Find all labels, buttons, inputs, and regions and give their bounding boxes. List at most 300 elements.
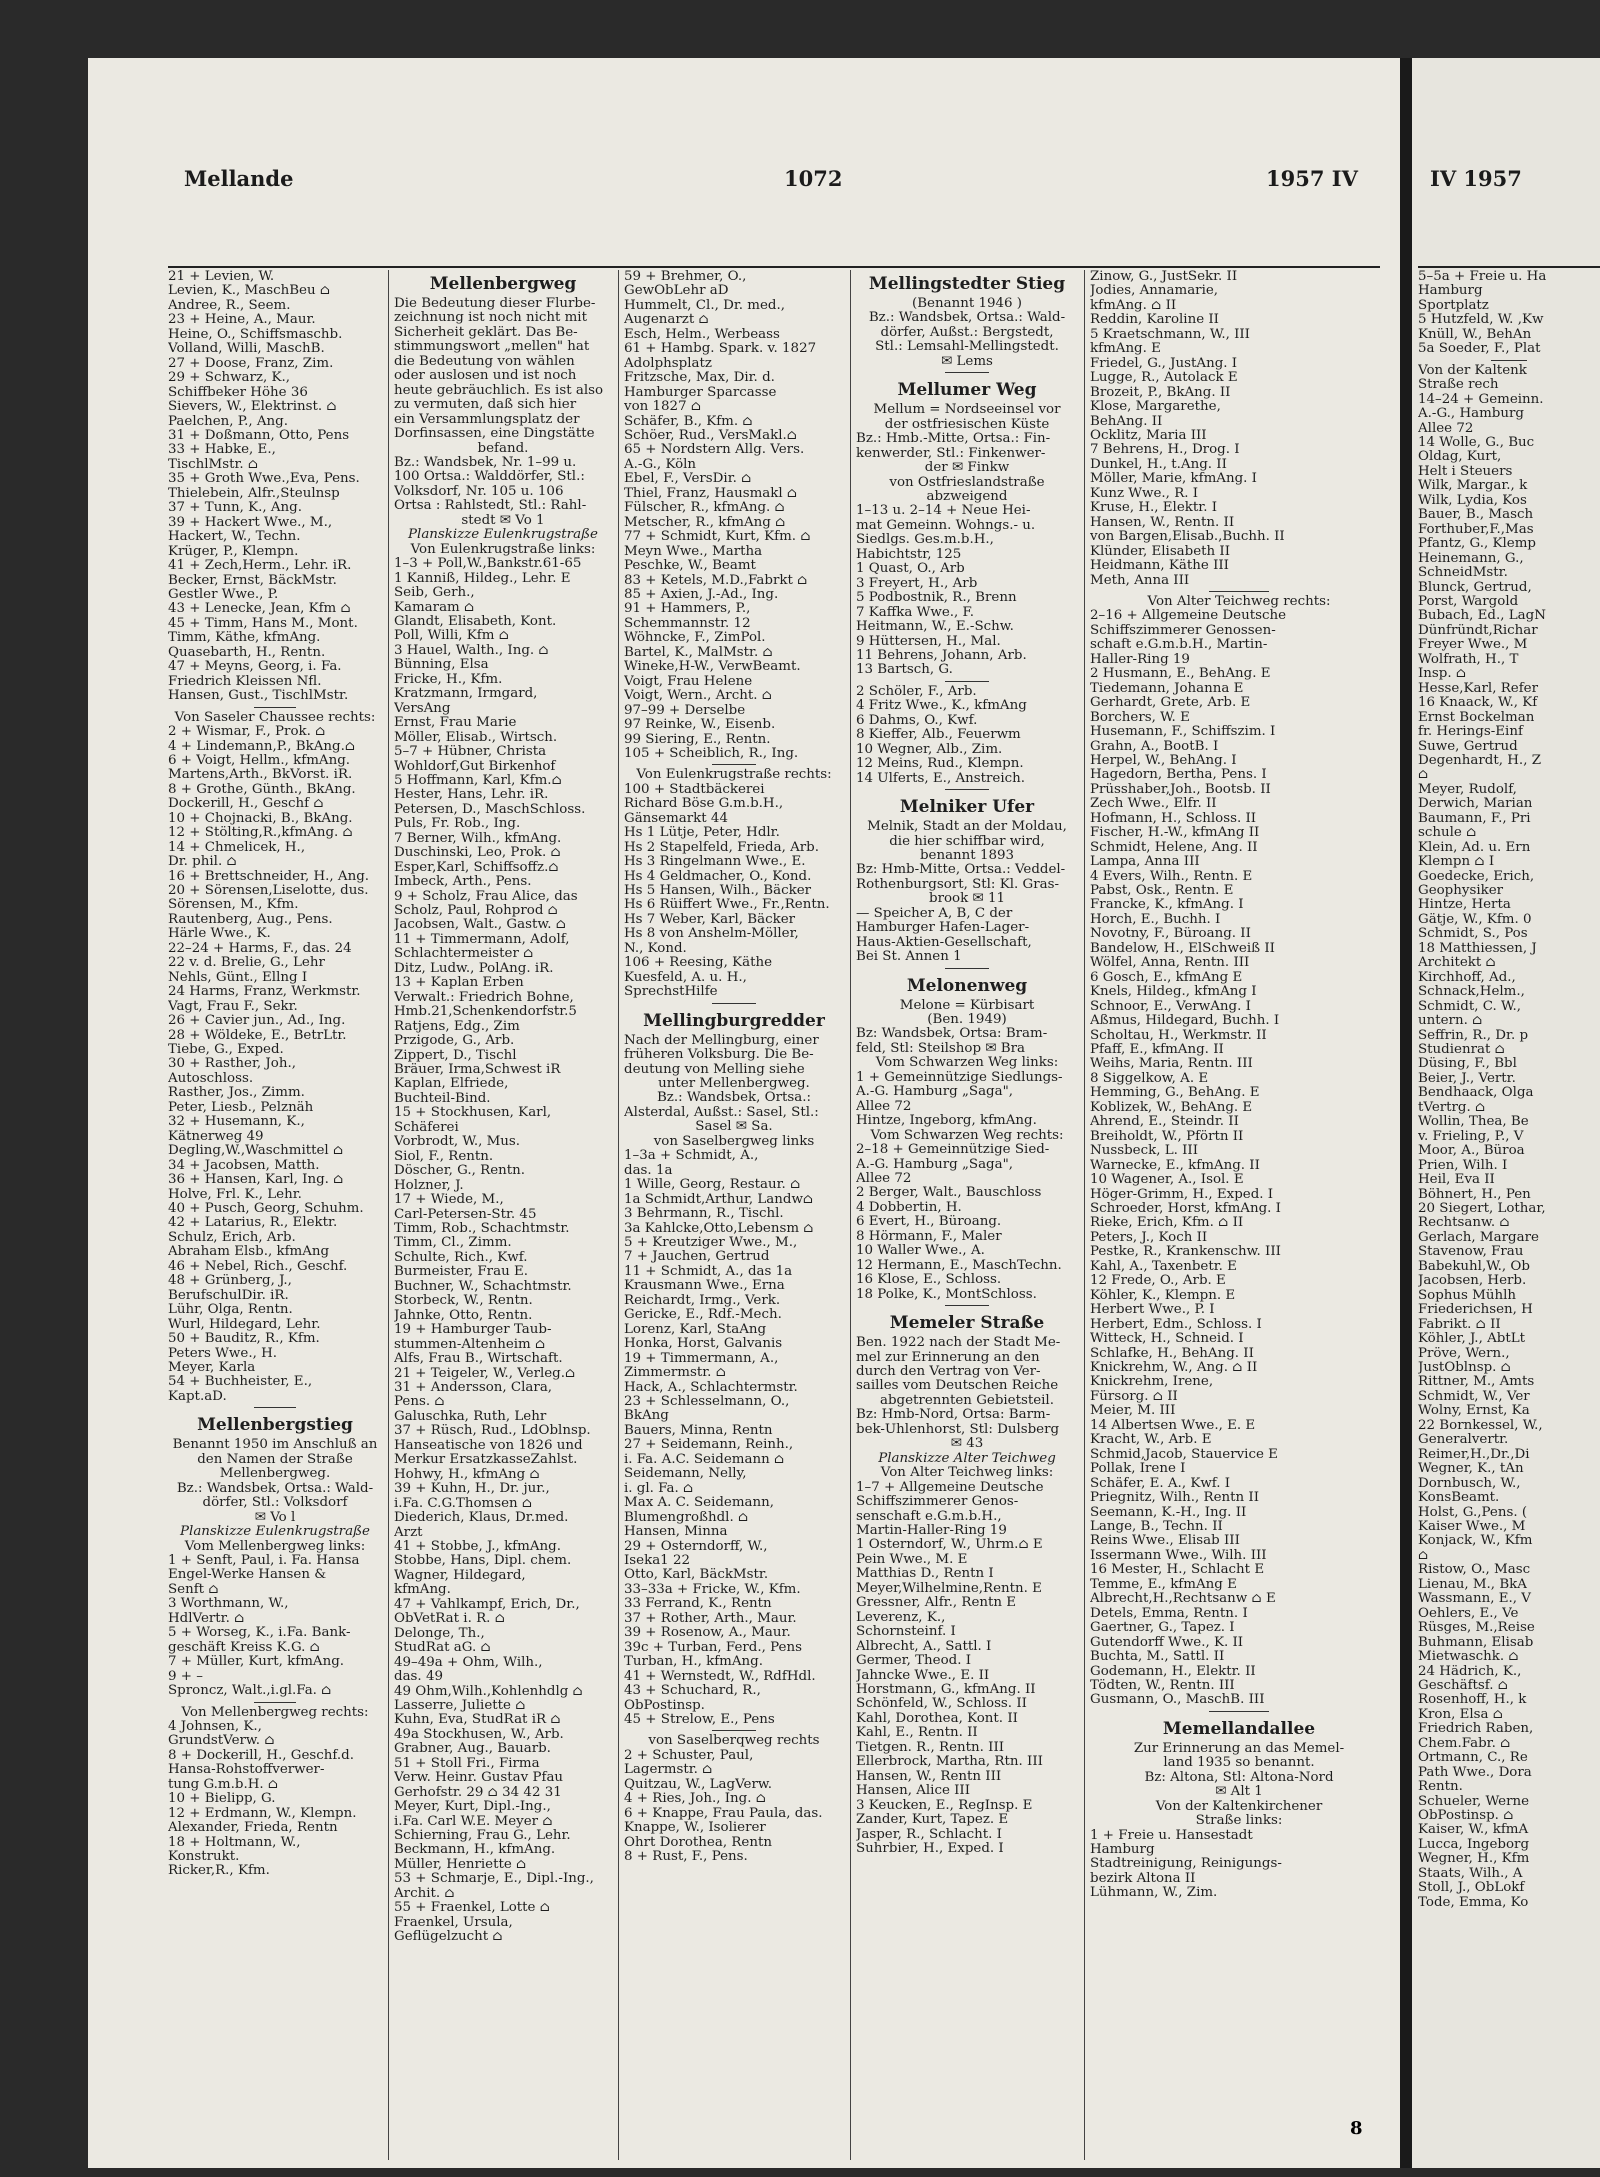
- entry-line: Die Bedeutung dieser Flurbe-: [394, 296, 596, 311]
- entry-line: 3 Worthmann, W.,: [168, 1596, 289, 1612]
- street-heading: Mellenbergstieg: [197, 1415, 353, 1436]
- entry-line: 49 Ohm,Wilh.,Kohlenhdlg ⌂: [394, 1683, 583, 1699]
- note-line: Bz: Altona, Stl: Altona-Nord: [1144, 1769, 1334, 1785]
- entry-line: Schmid,Jacob, Stauervice E: [1090, 1446, 1278, 1462]
- entry-line: Grabner, Aug., Bauarb.: [394, 1741, 551, 1757]
- entry-line: Hack, A., Schlachtermstr.: [624, 1379, 798, 1395]
- entry-line: Augenarzt ⌂: [624, 312, 709, 328]
- entry-line: 22 v. d. Brelie, G., Lehr: [168, 955, 325, 971]
- entry-line: 53 + Schmarje, E., Dipl.-Ing.,: [394, 1871, 594, 1887]
- entry-line: 22 Bornkessel, W.,: [1418, 1417, 1543, 1433]
- entry-line: 5–7 + Hübner, Christa: [394, 744, 547, 760]
- entry-line: Oehlers, E., Ve: [1418, 1605, 1519, 1621]
- entry-line: 7 + Müller, Kurt, kfmAng.: [168, 1654, 345, 1670]
- entry-line: Gaertner, G., Tapez. I: [1090, 1620, 1235, 1636]
- entry-line: Schiffszimmerer Genossen-: [1090, 622, 1276, 638]
- entry-line: 36 + Hansen, Karl, Ing. ⌂: [168, 1172, 344, 1188]
- entry-line: Pein Wwe., M. E: [856, 1551, 968, 1567]
- entry-line: Kuhn, Eva, StudRat iR ⌂: [394, 1712, 561, 1728]
- note-line: ✉ Vo l: [254, 1509, 296, 1525]
- entry-line: 1 Quast, O., Arb: [856, 561, 965, 577]
- entry-line: N., Kond.: [624, 940, 687, 956]
- entry-line: Sicherheit geklärt. Das Be-: [394, 324, 578, 340]
- note-line: Von Eulenkrugstraße links:: [410, 541, 596, 557]
- entry-line: Wagner, Hildegard,: [394, 1567, 526, 1583]
- entry-line: 1 Osterndorf, W., Uhrm.⌂ E: [856, 1537, 1043, 1553]
- entry-line: geschäft Kreiss K.G. ⌂: [168, 1639, 320, 1655]
- entry-line: Hansen, W., Rentn. II: [1090, 514, 1235, 530]
- entry-line: 1 Kanniß, Hildeg., Lehr. E: [394, 570, 571, 586]
- entry-line: Lucca, Ingeborg: [1418, 1836, 1530, 1852]
- entry-line: Kirchhoff, Ad.,: [1418, 969, 1516, 985]
- entry-line: von 1827 ⌂: [624, 399, 702, 415]
- entry-line: Schöer, Rud., VersMakl.⌂: [624, 427, 797, 443]
- entry-line: Dünfründt,Richar: [1418, 622, 1538, 638]
- entry-line: Timm, Käthe, kfmAng.: [168, 630, 321, 646]
- entry-line: Rosenhoff, H., k: [1418, 1692, 1527, 1708]
- entry-line: Hemming, G., BehAng. E: [1090, 1085, 1260, 1101]
- entry-line: Reddin, Karoline II: [1090, 312, 1219, 328]
- header-rule: [168, 266, 1380, 268]
- entry-line: 11 Behrens, Johann, Arb.: [856, 647, 1027, 663]
- entry-line: Zinow, G., JustSekr. II: [1090, 270, 1238, 284]
- entry-line: 11 + Timmermann, Adolf,: [394, 931, 570, 947]
- entry-line: Autoschloss.: [168, 1070, 254, 1086]
- entry-line: 20 Siegert, Lothar,: [1418, 1201, 1546, 1216]
- entry-line: 4 + Lindemann,P., BkAng.⌂: [168, 738, 356, 754]
- entry-line: 27 + Seidemann, Reinh.,: [624, 1437, 794, 1453]
- note-line: unter Mellenbergweg.: [658, 1076, 810, 1092]
- entry-line: Hmb.21,Schenkendorfstr.5: [394, 1004, 577, 1020]
- entry-line: 26 + Cavier jun., Ad., Ing.: [168, 1013, 346, 1029]
- column-divider: [618, 270, 619, 2160]
- entry-line: Tiebe, G., Exped.: [168, 1042, 284, 1058]
- entry-line: 5 Hoffmann, Karl, Kfm.⌂: [394, 772, 562, 788]
- entry-line: 13 Bartsch, G.: [856, 662, 953, 678]
- entry-line: 7 Behrens, H., Drog. I: [1090, 442, 1240, 458]
- note-line: stedt ✉ Vo 1: [461, 512, 545, 528]
- entry-line: Von der Kaltenk: [1418, 362, 1527, 378]
- entry-line: Reimer,H.,Dr.,Di: [1418, 1446, 1530, 1462]
- entry-line: 3 Hauel, Walth., Ing. ⌂: [394, 642, 549, 658]
- entry-line: Rautenberg, Aug., Pens.: [168, 911, 333, 927]
- entry-line: Engel-Werke Hansen &: [168, 1567, 327, 1583]
- note-line: Melnik, Stadt an der Moldau,: [867, 819, 1067, 835]
- entry-line: 3a Kahlcke,Otto,Lebensm ⌂: [624, 1220, 814, 1236]
- note-line: ✉ Lems: [941, 353, 993, 369]
- entry-line: Schnack,Helm.,: [1418, 984, 1525, 1000]
- section-rule: [624, 1727, 844, 1734]
- entry-line: ⌂: [1418, 767, 1429, 783]
- note-line: Zur Erinnerung an das Memel-: [1133, 1740, 1345, 1756]
- entry-line: 6 Dahms, O., Kwf.: [856, 712, 978, 728]
- entry-line: JustOblnsp. ⌂: [1418, 1359, 1511, 1375]
- entry-line: Buchta, M., Sattl. II: [1090, 1649, 1225, 1665]
- note-line: (Ben. 1949): [927, 1012, 1007, 1028]
- entry-line: Albrecht,H.,Rechtsanw ⌂ E: [1090, 1591, 1276, 1607]
- entry-line: Issermann Wwe., Wilh. III: [1090, 1547, 1267, 1563]
- entry-line: Schlafke, H., BehAng. II: [1090, 1345, 1254, 1361]
- note-line: dörfer, Stl.: Volksdorf: [202, 1495, 348, 1511]
- entry-line: Pollak, Irene I: [1090, 1461, 1186, 1477]
- entry-line: Geschäftsf. ⌂: [1418, 1677, 1509, 1693]
- entry-line: Peters, J., Koch II: [1090, 1229, 1208, 1245]
- entry-line: 51 + Stoll Fri., Firma: [394, 1755, 540, 1771]
- entry-line: Ernst Bockelman: [1418, 709, 1535, 725]
- section-rule: [168, 704, 382, 711]
- entry-line: Ortmann, C., Re: [1418, 1750, 1528, 1766]
- entry-line: Babekuhl,W., Ob: [1418, 1258, 1530, 1274]
- entry-line: Mietwaschk. ⌂: [1418, 1649, 1519, 1665]
- note-line: Planskizze Eulenkrugstraße: [180, 1524, 370, 1540]
- entry-line: Zander, Kurt, Tapez. E: [856, 1812, 1009, 1828]
- entry-line: Pröve, Wern.,: [1418, 1345, 1510, 1361]
- entry-line: Voigt, Frau Helene: [624, 673, 753, 689]
- entry-line: 2 + Schuster, Paul,: [624, 1747, 754, 1763]
- entry-line: Holzner, J.: [394, 1177, 464, 1193]
- entry-line: Köhler, K., Klempn. E: [1090, 1287, 1236, 1303]
- entry-line: Ebel, F., VersDir. ⌂: [624, 471, 752, 487]
- entry-line: Heitmann, W., E.-Schw.: [856, 619, 1014, 635]
- entry-line: Beier, J., Vertr.: [1418, 1070, 1516, 1086]
- entry-line: 1 + Senft, Paul, i. Fa. Hansa: [168, 1552, 360, 1568]
- entry-line: 9 Hüttersen, H., Mal.: [856, 633, 1001, 649]
- entry-line: Puls, Fr. Rob., Ing.: [394, 816, 521, 832]
- entry-line: Degenhardt, H., Z: [1418, 752, 1542, 768]
- entry-line: Novotny, F., Büroang. II: [1090, 926, 1251, 942]
- section-rule: [856, 786, 1078, 793]
- entry-line: Buchner, W., Schachtmstr.: [394, 1278, 572, 1294]
- entry-line: 18 Polke, K., MontSchloss.: [856, 1286, 1037, 1302]
- entry-line: 17 + Wiede, M.,: [394, 1192, 504, 1208]
- entry-line: Thielebein, Alfr.,Steulnsp: [168, 485, 340, 501]
- entry-line: Meier, M. III: [1090, 1403, 1176, 1419]
- entry-line: Zippert, D., Tischl: [394, 1047, 517, 1063]
- entry-line: Senft ⌂: [168, 1581, 219, 1597]
- column-2: [394, 270, 612, 2156]
- entry-line: Dornbusch, W.,: [1418, 1475, 1521, 1491]
- entry-line: 16 + Brettschneider, H., Ang.: [168, 868, 370, 884]
- entry-line: Dockerill, H., Geschf ⌂: [168, 796, 324, 812]
- entry-line: 49–49a + Ohm, Wilh.,: [394, 1654, 543, 1670]
- section-rule: [624, 1000, 844, 1007]
- entry-line: Klein, Ad. u. Ern: [1418, 839, 1531, 855]
- entry-line: Rechtsanw. ⌂: [1418, 1215, 1510, 1231]
- entry-line: Lange, B., Techn. II: [1090, 1518, 1223, 1534]
- entry-line: Geflügelzucht ⌂: [394, 1929, 503, 1945]
- entry-line: mel zur Erinnerung an den: [856, 1349, 1040, 1365]
- entry-line: i. gl. Fa. ⌂: [624, 1480, 694, 1496]
- entry-line: Schmidt, W., Ver: [1418, 1388, 1530, 1404]
- entry-line: Kracht, W., Arb. E: [1090, 1432, 1212, 1448]
- entry-line: Zech Wwe., Elfr. II: [1090, 796, 1217, 812]
- entry-line: Fricke, H., Kfm.: [394, 671, 503, 687]
- entry-line: StudRat aG. ⌂: [394, 1640, 491, 1656]
- entry-line: 18 + Holtmann, W.,: [168, 1834, 301, 1850]
- entry-line: Leverenz, K.,: [856, 1609, 946, 1625]
- entry-line: Buhmann, Elisab: [1418, 1634, 1534, 1650]
- entry-line: Hummelt, Cl., Dr. med.,: [624, 297, 785, 313]
- entry-line: 3 Freyert, H., Arb: [856, 575, 978, 591]
- entry-line: 15 + Stockhusen, Karl,: [394, 1105, 552, 1121]
- entry-line: 5–5a + Freie u. Ha: [1418, 270, 1547, 284]
- entry-line: Schnoor, E., VerwAng. I: [1090, 998, 1251, 1014]
- entry-line: 1–3 + Poll,W.,Bankstr.61-65: [394, 556, 582, 572]
- entry-line: Andree, R., Seem.: [168, 297, 291, 313]
- entry-line: Baumann, F., Pri: [1418, 810, 1531, 826]
- entry-line: Friedrich Raben,: [1418, 1721, 1534, 1737]
- entry-line: 21 + Teigeler, W., Verleg.⌂: [394, 1365, 576, 1381]
- entry-line: 4 Evers, Wilh., Rentn. E: [1090, 868, 1253, 884]
- entry-line: Derwich, Marian: [1418, 796, 1533, 812]
- entry-line: 1–13 u. 2–14 + Neue Hei-: [856, 503, 1031, 519]
- entry-line: Lasserre, Juliette ⌂: [394, 1697, 526, 1713]
- entry-line: Voigt, Wern., Archt. ⌂: [624, 688, 772, 704]
- entry-line: 20 + Sörensen,Liselotte, dus.: [168, 883, 369, 899]
- entry-line: Architekt ⌂: [1418, 955, 1496, 971]
- entry-line: ObPostinsp. ⌂: [1418, 1808, 1514, 1824]
- entry-line: das. 49: [394, 1669, 443, 1685]
- entry-line: Becker, Ernst, BäckMstr.: [168, 572, 337, 588]
- entry-line: Schulz, Erich, Arb.: [168, 1229, 296, 1245]
- entry-line: 2–18 + Gemeinnützige Sied-: [856, 1142, 1050, 1158]
- entry-line: 6 Evert, H., Büroang.: [856, 1214, 1002, 1230]
- entry-line: Rittner, M., Amts: [1418, 1374, 1535, 1390]
- entry-line: Krüger, P., Klempn.: [168, 543, 299, 559]
- entry-line: 37 + Tunn, K., Ang.: [168, 500, 302, 516]
- entry-line: 6 + Knappe, Frau Paula, das.: [624, 1805, 823, 1821]
- note-line: (Benannt 1946 ): [911, 296, 1023, 311]
- entry-line: senschaft e.G.m.b.H.,: [856, 1508, 1002, 1524]
- entry-line: 1–7 + Allgemeine Deutsche: [856, 1479, 1044, 1495]
- entry-line: Borchers, W. E: [1090, 709, 1190, 725]
- entry-line: Ristow, O., Masc: [1418, 1562, 1531, 1578]
- entry-line: Jacobsen, Walt., Gastw. ⌂: [394, 917, 566, 933]
- entry-line: 2 Husmann, E., BehAng. E: [1090, 666, 1271, 682]
- entry-line: 100 + Stadtbäckerei: [624, 781, 765, 797]
- entry-line: Ahrend, E., Steindr. II: [1090, 1114, 1239, 1130]
- entry-line: Sportplatz: [1418, 297, 1489, 313]
- entry-line: Porst, Wargold: [1418, 593, 1519, 609]
- directory-page: [88, 58, 1400, 2168]
- entry-line: Volland, Willi, MaschB.: [168, 341, 325, 357]
- column-divider: [388, 270, 389, 2160]
- entry-line: Knickrehm, Irene,: [1090, 1374, 1214, 1390]
- entry-line: Schmidt, S., Pos: [1418, 926, 1528, 942]
- entry-line: Gerlach, Margare: [1418, 1229, 1539, 1245]
- entry-line: Turban, H., kfmAng.: [624, 1654, 763, 1670]
- entry-line: 6 + Voigt, Hellm., kfmAng.: [168, 752, 351, 768]
- entry-line: Friederichsen, H: [1418, 1302, 1533, 1318]
- entry-line: 35 + Groth Wwe.,Eva, Pens.: [168, 471, 360, 487]
- entry-line: Suwe, Gertrud: [1418, 738, 1518, 754]
- entry-line: Rüsges, M.,Reise: [1418, 1620, 1535, 1636]
- entry-line: Klünder, Elisabeth II: [1090, 543, 1231, 559]
- entry-line: Hs 7 Weber, Karl, Bäcker: [624, 911, 796, 927]
- entry-line: Bendhaack, Olga: [1418, 1085, 1534, 1101]
- entry-line: 33–33a + Fricke, W., Kfm.: [624, 1581, 801, 1597]
- entry-line: 2–16 + Allgemeine Deutsche: [1090, 608, 1287, 624]
- entry-line: 22–24 + Harms, F., das. 24: [168, 940, 352, 956]
- entry-line: Dorfinsassen, eine Dingstätte: [394, 426, 595, 442]
- note-line: ✉ Alt 1: [1215, 1784, 1263, 1800]
- entry-line: Petersen, D., MaschSchloss.: [394, 801, 586, 817]
- entry-line: GrundstVerw. ⌂: [168, 1733, 275, 1749]
- entry-line: Knappe, W., Isolierer: [624, 1820, 766, 1836]
- entry-line: Schäfer, B., Kfm. ⌂: [624, 413, 753, 429]
- entry-line: Wöhncke, F., ZimPol.: [624, 630, 766, 646]
- entry-line: 29 + Osterndorff, W.,: [624, 1538, 768, 1554]
- entry-line: Przigode, G., Arb.: [394, 1033, 515, 1049]
- entry-line: Duschinski, Leo, Prok. ⌂: [394, 845, 561, 861]
- entry-line: bezirk Altona II: [1090, 1870, 1196, 1886]
- entry-line: A.-G. Hamburg „Saga",: [856, 1156, 1014, 1172]
- entry-line: Brozeit, P., BkAng. II: [1090, 384, 1231, 400]
- entry-line: Reichardt, Irmg., Verk.: [624, 1292, 781, 1308]
- entry-line: 43 + Schuchard, R.,: [624, 1683, 761, 1699]
- entry-line: Max A. C. Seidemann,: [624, 1495, 775, 1511]
- entry-line: Sophus Mühlh: [1418, 1287, 1517, 1303]
- note-line: Von Alter Teichweg rechts:: [1147, 593, 1331, 609]
- entry-line: durch den Vertrag von Ver-: [856, 1364, 1041, 1379]
- entry-line: Delonge, Th.,: [394, 1625, 485, 1641]
- note-line: ✉ 43: [950, 1436, 984, 1452]
- entry-line: Hs 2 Stapelfeld, Frieda, Arb.: [624, 839, 820, 855]
- edition-label: 1957 IV: [1266, 166, 1358, 191]
- entry-line: Kaplan, Elfriede,: [394, 1076, 509, 1092]
- entry-line: Alexander, Frieda, Rentn: [168, 1820, 338, 1836]
- note-line: Vom Schwarzen Weg rechts:: [870, 1127, 1064, 1143]
- entry-line: 9 + Scholz, Frau Alice, das: [394, 888, 578, 904]
- entry-line: Freyer Wwe., M: [1418, 637, 1528, 653]
- entry-line: Schroeder, Horst, kfmAng. I: [1090, 1201, 1281, 1216]
- entry-line: schaft e.G.m.b.H., Martin-: [1090, 637, 1268, 653]
- entry-line: Wohldorf,Gut Birkenhof: [394, 758, 556, 774]
- entry-line: Hackert, W., Techn.: [168, 529, 301, 545]
- entry-line: Bubach, Ed., LagN: [1418, 608, 1546, 624]
- entry-line: Friedrich Kleissen Nfl.: [168, 673, 322, 689]
- entry-line: zeichnung ist noch nicht mit: [394, 310, 587, 326]
- entry-line: Matthias D., Rentn I: [856, 1566, 994, 1582]
- entry-line: 42 + Latarius, R., Elektr.: [168, 1215, 338, 1231]
- entry-line: zu vermuten, daß sich hier: [394, 397, 577, 413]
- entry-line: Ditz, Ludw., PolAng. iR.: [394, 960, 554, 976]
- note-line: Von der Kaltenkirchener: [1155, 1798, 1323, 1814]
- entry-line: Peters Wwe., H.: [168, 1345, 278, 1361]
- entry-line: Jahnke, Otto, Rentn.: [394, 1307, 533, 1323]
- note-line: benannt 1893: [919, 847, 1015, 863]
- entry-line: Köhler, J., AbtLt: [1418, 1331, 1525, 1347]
- entry-line: Dunkel, H., t.Ang. II: [1090, 456, 1227, 472]
- entry-line: 61 + Hambg. Spark. v. 1827: [624, 341, 817, 357]
- entry-line: Meyer,Wilhelmine,Rentn. E: [856, 1580, 1042, 1596]
- entry-line: 2 Schöler, F., Arb.: [856, 683, 977, 699]
- entry-line: Wurl, Hildegard, Lehr.: [168, 1316, 321, 1332]
- entry-line: 5a Soeder, F., Plat: [1418, 341, 1541, 357]
- section-rule: [1090, 588, 1388, 595]
- entry-line: Seib, Gerh.,: [394, 585, 475, 601]
- entry-line: Detels, Emma, Rentn. I: [1090, 1605, 1248, 1621]
- street-heading: Memeler Straße: [889, 1313, 1045, 1334]
- section-rule: [856, 369, 1078, 376]
- entry-line: Glandt, Elisabeth, Kont.: [394, 613, 557, 629]
- entry-line: Fritzsche, Max, Dir. d.: [624, 370, 775, 386]
- entry-line: Bräuer, Irma,Schwest iR: [394, 1062, 561, 1078]
- entry-line: i.Fa. C.G.Thomsen ⌂: [394, 1495, 533, 1511]
- entry-line: 1–3a + Schmidt, A.,: [624, 1148, 759, 1164]
- entry-line: Holve, Frl. K., Lehr.: [168, 1186, 302, 1202]
- entry-line: Friedel, G., JustAng. I: [1090, 355, 1238, 371]
- entry-line: Lühr, Olga, Rentn.: [168, 1302, 293, 1318]
- entry-line: bek-Uhlenhorst, Stl: Dulsberg: [856, 1421, 1060, 1437]
- entry-line: Sproncz, Walt.,i.gl.Fa. ⌂: [168, 1683, 332, 1699]
- entry-line: Haller-Ring 19: [1090, 651, 1190, 667]
- entry-line: TischlMstr. ⌂: [168, 456, 259, 472]
- entry-line: Heil, Eva II: [1418, 1172, 1495, 1188]
- entry-line: Geophysiker: [1418, 883, 1504, 899]
- entry-line: Wilk, Lydia, Kos: [1418, 492, 1527, 508]
- note-line: Planskizze Alter Teichweg: [878, 1450, 1056, 1466]
- entry-line: 12 Hermann, E., MaschTechn.: [856, 1257, 1062, 1273]
- entry-line: 10 + Bielipp, G.: [168, 1791, 276, 1807]
- entry-line: Lugge, R., Autolack E: [1090, 370, 1238, 386]
- entry-line: 12 Meins, Rud., Klempn.: [856, 756, 1024, 772]
- entry-line: Wegner, H., Kfm: [1418, 1851, 1530, 1867]
- entry-line: 5 Podbostnik, R., Brenn: [856, 590, 1017, 606]
- entry-line: Timm, Rob., Schachtmstr.: [394, 1221, 570, 1236]
- entry-line: Ratjens, Edg., Zim: [394, 1018, 520, 1034]
- entry-line: Fraenkel, Ursula,: [394, 1914, 513, 1930]
- entry-line: Kruse, H., Elektr. I: [1090, 500, 1217, 516]
- entry-line: 27 + Doose, Franz, Zim.: [168, 355, 334, 371]
- entry-line: Wölfel, Anna, Rentn. III: [1090, 955, 1250, 971]
- entry-line: Tode, Emma, Ko: [1418, 1894, 1529, 1910]
- entry-line: Knickrehm, W., Ang. ⌂ II: [1090, 1359, 1258, 1375]
- entry-line: Seffrin, R., Dr. p: [1418, 1027, 1529, 1043]
- entry-line: 29 + Schwarz, K.,: [168, 370, 290, 386]
- section-rule: [856, 965, 1078, 972]
- entry-line: Bandelow, H., ElSchweiß II: [1090, 940, 1275, 956]
- entry-line: Kunz Wwe., R. I: [1090, 485, 1199, 501]
- entry-line: Studienrat ⌂: [1418, 1042, 1505, 1058]
- entry-line: Heinemann, G.,: [1418, 550, 1524, 566]
- entry-line: Imbeck, Arth., Pens.: [394, 874, 532, 890]
- entry-line: die Bedeutung von wählen: [394, 353, 575, 369]
- entry-line: Quasebarth, H., Rentn.: [168, 644, 326, 660]
- entry-line: Insp. ⌂: [1418, 666, 1467, 682]
- entry-line: — Speicher A, B, C der: [856, 905, 1013, 921]
- entry-line: Schönfeld, W., Schloss. II: [856, 1696, 1027, 1712]
- entry-line: Lagermstr. ⌂: [624, 1762, 713, 1778]
- street-heading: Mellenbergweg: [429, 274, 577, 294]
- entry-line: Schlachtermeister ⌂: [394, 946, 534, 962]
- entry-line: 55 + Fraenkel, Lotte ⌂: [394, 1900, 550, 1916]
- entry-line: Fischer, H.-W., kfmAng II: [1090, 825, 1260, 841]
- entry-line: 41 + Zech,Herm., Lehr. iR.: [168, 558, 352, 574]
- entry-line: Vagt, Frau F., Sekr.: [168, 998, 298, 1014]
- entry-line: Horch, E., Buchh. I: [1090, 911, 1221, 927]
- entry-line: Jacobsen, Herb.: [1418, 1273, 1527, 1289]
- entry-line: Chem.Fabr. ⌂: [1418, 1735, 1511, 1751]
- entry-line: mat Gemeinn. Wohngs.- u.: [856, 517, 1036, 533]
- entry-line: Witteck, H., Schneid. I: [1090, 1331, 1244, 1347]
- entry-line: 54 + Buchheister, E.,: [168, 1374, 313, 1390]
- entry-line: 97–99 + Derselbe: [624, 702, 746, 718]
- entry-line: Horstmann, G., kfmAng. II: [856, 1681, 1036, 1697]
- entry-line: 10 Wagener, A., Isol. E: [1090, 1172, 1244, 1188]
- entry-line: Holst, G.,Pens. (: [1418, 1504, 1528, 1520]
- entry-line: Hs 5 Hansen, Wilh., Bäcker: [624, 883, 812, 899]
